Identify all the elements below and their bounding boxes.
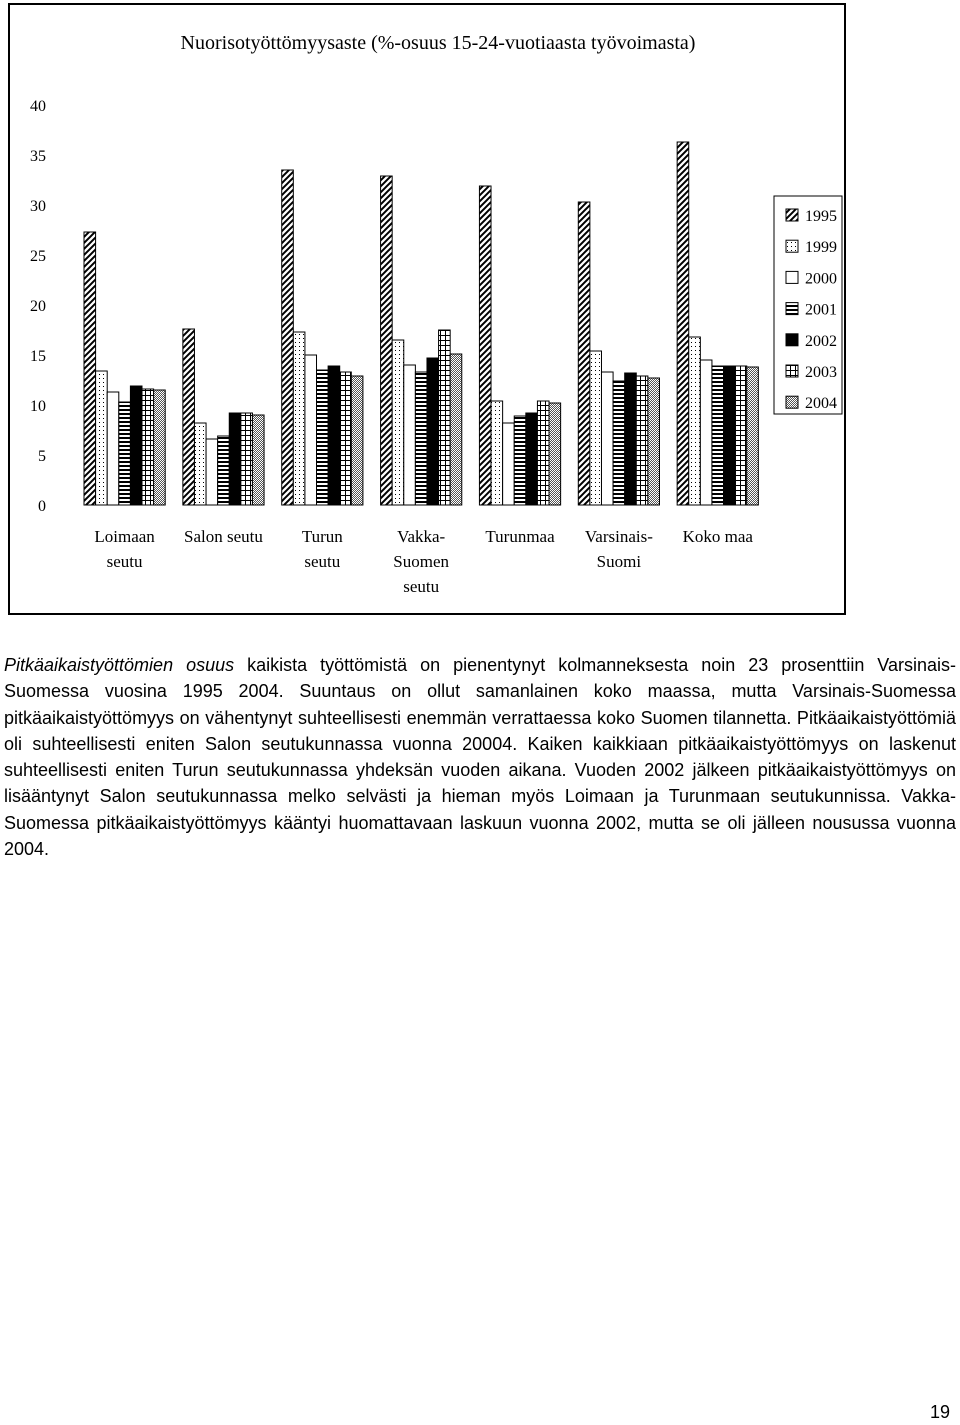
bar [724,366,736,505]
bar [439,330,451,505]
page-number: 19 [930,1402,951,1422]
legend [774,196,842,414]
paragraph-text: kaikista työttömistä on pienentynyt kolmanneksesta noin 23 prosenttiin Varsinais-Suomessa vuosina 1995 2004. Suuntaus on ollut samanlainen koko maassa, mutta Varsinais-Suomessa pitkäaikaistyöttömyys on vähentynyt suhteellisesti enemmän verrattaessa koko Suomen tilannetta. Pitkäaikaistyöttömiä oli suhteellisesti eniten Salon seutukunnassa vuonna 20004. Kaiken kaikkiaan pitkäaikaistyöttömyys on laskenut suhteellisesti eniten Turun seutukunnassa yhdeksän vuoden aikana. Vuoden 2002 jälkeen pitkäaikaistyöttömyys on lisääntynyt Salon seutukunnassa melko selvästi ja hieman myös Loimaan ja Turunmaan seutukunnissa. Vakka-Suomessa pitkäaikaistyöttömyys kääntyi huomattavaan laskuun vuonna 2002, mutta se oli jälleen nousussa vuonna 2004. [4,655,957,860]
bar [526,413,538,505]
bar [503,423,515,505]
x-tick-label: Suomen [393,552,450,571]
bar [549,403,561,505]
legend-swatch [786,334,798,346]
y-tick-label: 0 [38,498,46,515]
bar [293,332,305,505]
x-tick-label: Vakka- [397,527,446,546]
bar [154,390,166,505]
bar [206,439,218,505]
bar [578,202,590,505]
legend-swatch [786,396,798,408]
legend-swatch [786,240,798,252]
bar-chart [10,5,846,615]
bar [252,415,264,505]
legend-swatch [786,303,798,315]
bar [747,367,759,505]
bar [636,376,648,505]
bar [282,170,294,505]
bar [218,436,230,505]
bar [404,365,416,505]
y-axis [30,98,46,515]
bar [677,142,689,505]
bar [537,401,549,505]
legend-swatch [786,365,798,377]
y-tick-label: 25 [30,248,46,265]
body-paragraph [4,652,956,862]
legend-label: 2003 [805,364,837,381]
x-tick-label: Loimaan [94,527,155,546]
y-tick-label: 10 [30,398,46,415]
bar [328,366,340,505]
legend-label: 1995 [805,208,837,225]
bar [84,232,96,505]
bar [648,378,660,505]
x-tick-label: Koko maa [682,527,753,546]
bar [427,358,439,505]
y-tick-label: 20 [30,298,46,315]
x-tick-label: Varsinais- [584,527,653,546]
bar [450,354,462,505]
bar [183,329,195,505]
x-tick-label: seutu [106,552,143,571]
bar [479,186,491,505]
bar [613,381,625,505]
y-tick-label: 35 [30,148,46,165]
bar [712,366,724,505]
legend-label: 2002 [805,332,837,350]
x-tick-label: seutu [304,552,341,571]
bar [689,337,701,505]
y-tick-label: 40 [30,98,46,115]
legend-swatch [786,209,798,221]
y-tick-label: 5 [38,448,46,465]
legend-label: 2000 [805,270,837,288]
y-tick-label: 15 [30,348,46,365]
bar [241,413,253,505]
bar [625,373,637,505]
bars [84,142,758,505]
lead-italic: Pitkäaikaistyöttömien osuus [4,655,235,675]
chart-frame [8,3,846,615]
bar [194,423,206,505]
bar [590,351,602,505]
x-tick-label: Turunmaa [485,527,555,546]
legend-label: 2001 [805,301,837,319]
bar [305,355,317,505]
y-tick-label: 30 [30,198,46,215]
bar [392,340,404,505]
bar [381,176,393,505]
bar [119,402,131,505]
x-tick-label: seutu [403,577,440,596]
bar [96,371,108,505]
bar [601,372,613,505]
x-axis-labels [94,527,753,596]
bar [317,370,329,505]
bar [229,413,241,505]
bar [415,372,427,505]
bar [514,416,526,505]
x-tick-label: Suomi [596,552,642,571]
bar [700,360,712,505]
x-tick-label: Turun [301,527,343,546]
bar [130,386,142,505]
bar [142,389,154,505]
bar [107,392,119,505]
chart-title: Nuorisotyöttömyysaste (%-osuus 15-24-vuotiaasta työvoimasta) [180,32,696,54]
bar [340,372,352,505]
bar [735,366,747,505]
legend-swatch [786,271,798,283]
bar [491,401,503,505]
bar [351,376,363,505]
legend-label: 1999 [805,239,837,257]
x-tick-label: Salon seutu [184,527,263,546]
legend-label: 2004 [805,395,837,413]
